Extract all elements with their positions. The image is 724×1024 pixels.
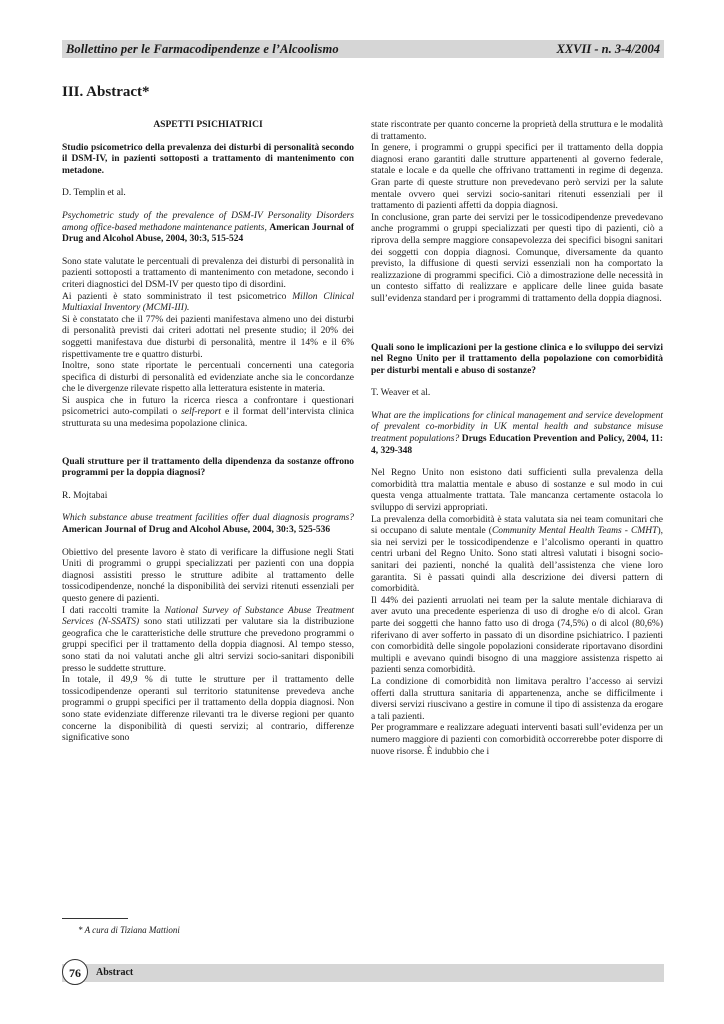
footer-label: Abstract xyxy=(96,967,134,978)
article-3-paragraph: La prevalenza della comorbidità è stata valutata sia nei team comunitari che si occupano di salute mentale (Community Mental Health Teams - CMHT), sia nei servizi per le tossicodipendenze e l’alcolismo operanti in quattro centri urbani del Regno Unito. Sono stati altresì valutati i bisogni socio-sanitari dei pazienti, nonché la qualità dell’assistenza che viene loro garantita. Si è passati quindi alla descrizione dei diversi pattern di comorbidità. xyxy=(371,514,663,595)
article-1-original-title: Psychometric study of the prevalence of DSM-IV Personality Disorders among office-based methadone maintenance patients, xyxy=(62,210,354,233)
article-2-paragraph: In genere, i programmi o gruppi specifici per il trattamento della doppia diagnosi erano garantiti dalle strutture appartenenti al governo federale, statale e locale e da quelle che offrivano trattamenti in regime di degenza. Gran parte di queste strutture non prevedevano però servizi per la salute mentale ovvero quei servizi socio-sanitari ritenuti essenziali per il trattamento di pazienti affetti da doppia diagnosi. xyxy=(371,143,663,212)
issue-number: XXVII - n. 3-4/2004 xyxy=(556,42,660,56)
footnote: * A cura di Tiziana Mattioni xyxy=(78,925,180,935)
article-2-paragraph: state riscontrate per quanto concerne la proprietà della struttura e le modalità di trattamento. xyxy=(371,120,663,142)
left-column xyxy=(62,120,354,745)
right-column xyxy=(371,120,663,758)
article-3-original-title: What are the implications for clinical management and service development of prevalent co-morbidity in UK mental health and substance misuse treatment populations? xyxy=(371,410,663,445)
article-3-citation: Drugs Education Prevention and Policy, 2004, 11: 4, 329-348 xyxy=(371,434,664,456)
article-2-title: Quali strutture per il trattamento della dipendenza da sostanze offrono programmi per la doppia diagnosi? xyxy=(62,456,354,479)
article-3-paragraph: Il 44% dei pazienti arruolati nei team per la salute mentale dichiarava di aver avuto una precedente esperienza di uso di droghe e/o di alcol. Gran parte dei soggetti che hanno fatto uso di droga (74,5%) o di alcol (80,6%) riferivano di aver sofferto in passato di un disordine psichiatrico. I pazienti con comorbidità delle singole popolazioni considerate riportavano disordini multipli e avevano quindi bisogno di una maggiore assistenza rispetto ai pazienti senza comorbidità. xyxy=(371,595,663,676)
footnote-rule xyxy=(62,918,128,919)
article-1-citation: American Journal of Drug and Alcohol Abuse, 2004, 30:3, 515-524 xyxy=(62,222,355,245)
page-number: 76 xyxy=(62,959,88,985)
article-1-reference xyxy=(62,211,354,246)
section-label: ASPETTI PSICHIATRICI xyxy=(153,120,263,130)
article-1-paragraph: Si è constatato che il 77% dei pazienti manifestava almeno uno dei disturbi di personalità previsti dai criteri adottati nel presente studio; il 20% dei soggetti manifestava due disturbi di personalità, mentre il 14% e il 6% rispettivamente tre e quattro disturbi. xyxy=(62,314,354,360)
article-1-paragraph: Sono state valutate le percentuali di prevalenza dei disturbi di personalità in pazienti sottoposti a trattamento di mantenimento con metadone, secondo i criteri diagnostici del DSM-IV per questo tipo di disordini. xyxy=(62,256,354,290)
article-2-paragraph: Obiettivo del presente lavoro è stato di verificare la diffusione negli Stati Uniti di programmi o gruppi specializzati per pazienti con una doppia diagnosi assistiti presso le strutture adibite al trattamento delle tossicodipendenze, nonché la disponibilità dei servizi ritenuti essenziali per questo genere di pazienti. xyxy=(62,547,354,604)
article-2-paragraph: In conclusione, gran parte dei servizi per le tossicodipendenze prevedevano anche programmi o gruppi specializzati per questi tipo di pazienti, ciò a riprova della sempre maggiore consapevolezza dei specifici bisogni sanitari dei soggetti con doppia diagnosi. Comunque, diversamente da quanto previsto, la diffusione di questi servizi essenziali non ha comportato la realizzazione di programmi specifici. Ciò a dimostrazione delle necessità in un contesto siffatto di realizzare e applicare delle linee guida basate sull’evidenza standard per i programmi di trattamento della doppia diagnosi. xyxy=(371,212,663,304)
article-2-original-title: Which substance abuse treatment facilities offer dual diagnosis programs? xyxy=(62,513,354,524)
article-3-paragraph: La condizione di comorbidità non limitava peraltro l’accesso ai servizi offerti dalla struttura sanitaria di appartenenza, anche se difficilmente i diversi servizi riuscivano a gestire in comune il tipo di assistenza da erogare a tali pazienti. xyxy=(371,676,663,722)
article-3-authors: T. Weaver et al. xyxy=(371,388,431,399)
article-1-paragraph: Si auspica che in futuro la ricerca riesca a confrontare i questionari psicometrici auto-compilati o self-report e il format dell’intervista clinica strutturata su una medesima popolazione clinica. xyxy=(62,395,355,430)
article-2-authors: R. Mojtabai xyxy=(62,490,108,501)
article-1-paragraph: Inoltre, sono state riportate le percentuali concernenti una categoria specifica di disturbi di personalità ed evidenziate anche sia le concordanze che le divergenze rilevate rispetto alla letteratura esistente in materia. xyxy=(62,361,354,395)
article-1-authors: D. Templin et al. xyxy=(62,188,126,199)
article-2-paragraph: I dati raccolti tramite la National Survey of Substance Abuse Treatment Services (N-SSATS) sono stati utilizzati per valutare sia la distribuzione geografica che le caratteristiche delle strutture che prevedono programmi o gruppi specifici per il trattamento della doppia diagnosi. Al tempo stesso, sono stati da noi valutati anche gli altri servizi socio-sanitari disponibili presso le suddette strutture. xyxy=(62,605,355,674)
article-3-reference xyxy=(371,411,663,457)
article-1-paragraph: Ai pazienti è stato somministrato il test psicometrico Millon Clinical Multiaxial Inventory (MCMI-III). xyxy=(62,291,354,314)
article-3-paragraph: Nel Regno Unito non esistono dati sufficienti sulla prevalenza della comorbidità ttra malattia mentale e abuso di sostanze e sul modo in cui questa venga attualmente trattata. Tale mancanza certamente ostacola lo sviluppo di servizi appropriati. xyxy=(371,468,663,514)
article-2-reference xyxy=(62,513,354,536)
article-1-title: Studio psicometrico della prevalenza dei disturbi di personalità secondo il DSM-IV, in pazienti sottoposti a trattamento di mantenimento con metadone. xyxy=(62,142,354,176)
article-3-title: Quali sono le implicazioni per la gestione clinica e lo sviluppo dei servizi nel Regno Unito per il trattamento della popolazione con comorbidità per disturbi mentali e abuso di sostanze? xyxy=(371,342,663,376)
article-2-citation: American Journal of Drug and Alcohol Abuse, 2004, 30:3, 525-536 xyxy=(62,525,331,536)
journal-title: Bollettino per le Farmacodipendenze e l’Alcoolismo xyxy=(66,42,339,56)
article-3-paragraph: Per programmare e realizzare adeguati interventi basati sull’evidenza per un numero maggiore di pazienti con comorbidità occorrerebbe poter disporre di nuove risorse. È indubbio che i xyxy=(371,723,663,757)
section-heading: III. Abstract* xyxy=(62,84,150,100)
article-2-paragraph: In totale, il 49,9 % di tutte le strutture per il trattamento delle tossicodipendenze operanti sul territorio statunitense prevedeva anche programmi o gruppi specifici per il trattamento della doppia diagnosi. Non sono state evidenziate differenze rilevanti tra le diverse regioni per quanto concerne la disponibilità di questi servizi; al contrario, differenze significative sono xyxy=(62,675,354,744)
footer-bar xyxy=(62,964,664,982)
